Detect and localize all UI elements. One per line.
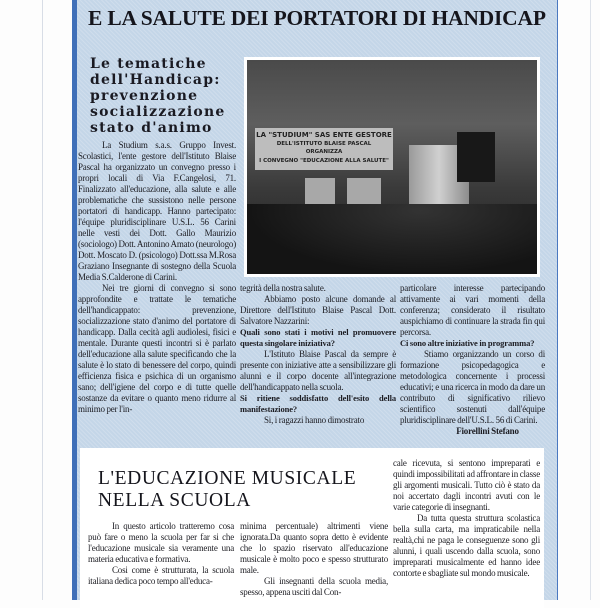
photo-poster: [347, 178, 381, 204]
conference-photo: [244, 57, 540, 277]
page-edge-left: [42, 0, 43, 600]
banner-line: LA "STUDIUM" SAS ENTE GESTORE: [256, 131, 392, 139]
article1-column-2: [240, 283, 396, 426]
photo-poster: [305, 178, 335, 204]
paragraph: cale ricevuta, si sentono impreparati e quindi impossibilitati ad affrontare in classe gli argomenti musicali. Tutto ciò è stato da noi accertato dagli incontri avuti con le varie categorie di insegnanti.: [393, 458, 540, 512]
title-line: L'EDUCAZIONE MUSICALE: [98, 468, 357, 489]
interview-question: Si ritiene soddisfatto dell'esito della manifestazione?: [240, 393, 396, 414]
banner-line: DELL'ISTITUTO BLAISE PASCAL: [276, 140, 372, 147]
banner-line: ORGANIZZA: [305, 149, 343, 155]
photo-audience: [247, 204, 537, 274]
photo-speaker-box: [457, 132, 495, 182]
interview-question: Ci sono altre iniziative in programma?: [400, 338, 535, 348]
photo-banner: [255, 128, 393, 170]
paragraph: Da tutta questa struttura scolastica bella sulla carta, ma impraticabile nella realtà,chi ne paga le conseguenze sono gli alunni, i quali uscendo dalla scuola, sono impreparati musicalmente ed hanno idee contorte e sbagliate sul mondo musicale.: [393, 513, 540, 578]
article-headline: E LA SALUTE DEI PORTATORI DI HANDICAP: [88, 6, 546, 30]
paragraph: Abbiamo posto alcune domande al Direttore dell'Istituto Blaise Pascal Dott. Salvatore Nazzarini:: [240, 294, 396, 326]
subhead-line: Le tematiche: [90, 56, 207, 72]
author-signature: Fiorellini Stefano: [456, 426, 519, 436]
interview-answer: L'Istituto Blaise Pascal da sempre è presente con iniziative atte a sensibilizzare gli alunni e il corpo docente all'integrazione dell'handicappato nella scuola.: [240, 349, 396, 392]
article1-column-1: [78, 140, 236, 415]
photo-image: [247, 60, 537, 274]
subhead-line: prevenzione: [90, 88, 199, 104]
article-subheading: [90, 56, 225, 136]
paragraph: La Studium s.a.s. Gruppo Invest. Scolastici, l'ente gestore dell'Istituto Blaise Pascal ha organizzato un convegno presso i propri locali di Via F.Cangelosi, 71. Finalizzato all'educazione, alla salute e alle problematiche che sussistono nelle persone portatori di handicapp. Hanno partecipato: l'équipe pluridisciplinare U.S.L. 56 Carini nelle vesti dei Dott. Gallo Maurizio (sociologo) Dott. Antonino Amato (neurologo) Dott. Moscato D. (psicologo) Dott.ssa M.Rosa Graziano Insegnante di sostegno della Scuola Media S.Calderone di Carini.: [78, 140, 236, 282]
subhead-line: socializzazione: [90, 104, 226, 120]
paragraph: Nei tre giorni di convegno si sono approfondite e trattate le tematiche dell'handicappato: prevenzione, socializzazione stato d'animo del portatore di handicapp. Dalla cecità agli audiolesi, fisici e mentale. Durante questi incontri si è parlato dell'educazione alla salute specificando che la salute è lo stato di benessere del corpo, quindi efficienza fisica e psichica di un organismo sano; dell'igiene del corpo e di tutte quelle sostanze da evitare o quanto meno ridurre al minimo per l'in-: [78, 283, 236, 414]
page-edge-right: [590, 0, 591, 600]
title-line: NELLA SCUOLA: [98, 490, 251, 511]
article2-column-1: [88, 521, 234, 587]
interview-answer: Stiamo organizzando un corso di formazione psicopedagogica e metodologica concernente i processi educativi; e una ricerca in modo da dare un contributo di significativo rilievo scientifico sostenuti dall'équipe pluridisciplinare dell'U.S.L. 56 di Carini.: [400, 349, 545, 425]
subhead-line: stato d'animo: [90, 120, 213, 136]
article2-column-3: [393, 458, 540, 579]
banner-line: I CONVEGNO "EDUCAZIONE ALLA SALUTE": [259, 157, 389, 164]
paragraph: Cosi come è strutturata, la scuola italiana dedica poco tempo all'educa-: [88, 565, 234, 586]
paragraph: Gli insegnanti della scuola media, spesso, appena usciti dal Con-: [240, 576, 388, 597]
paragraph: particolare interesse partecipando attivamente ai vari momenti della conferenza; considerato il risultato auspichiamo di continuare la strada fin qui percorsa.: [400, 283, 545, 337]
article2-column-2: [240, 521, 388, 598]
interview-question: Quali sono stati i motivi nel promuovere questa singolare iniziativa?: [240, 327, 396, 348]
article1-column-3: [400, 283, 545, 437]
article2-title: [98, 468, 356, 512]
subhead-line: dell'Handicap:: [90, 72, 221, 88]
interview-answer: Si, i ragazzi hanno dimostrato: [264, 415, 365, 425]
paragraph: minima percentuale) altrimenti viene ignorata.Da quanto sopra detto è evidente che lo spazio riservato all'educazione musicale è molto poco e spesso strutturato male.: [240, 521, 388, 575]
paragraph: In questo articolo tratteremo cosa può fare o meno la scuola per far si che l'educazione musicale sia veramente una materia educativa e formativa.: [88, 521, 234, 564]
paragraph: tegrità della nostra salute.: [240, 283, 326, 293]
